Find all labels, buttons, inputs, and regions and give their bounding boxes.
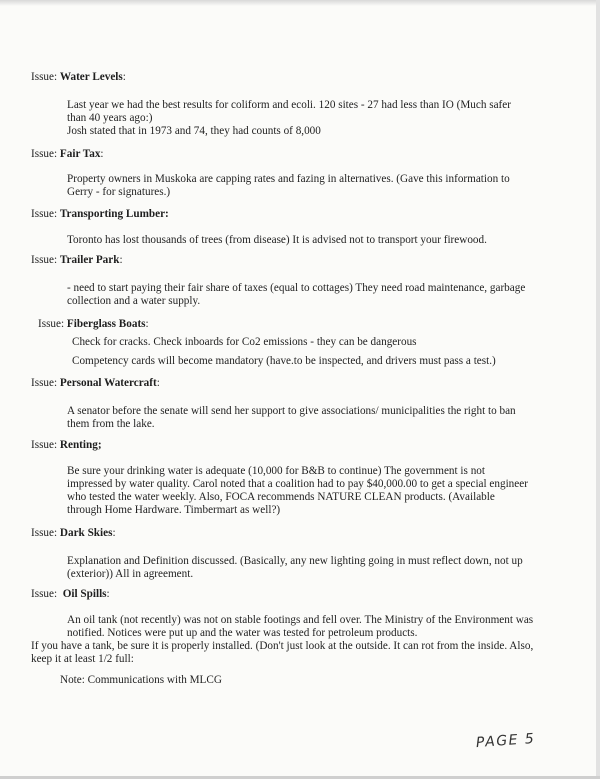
issue-text: Be sure your drinking water is adequate (10,000 for B&B to continue) The government is not: [67, 465, 485, 477]
issue-text: notified. Notices were put up and the water was tested for petroleum products.: [67, 627, 418, 639]
issue-heading-dark-skies: [31, 527, 116, 541]
issue-heading-water-levels: [31, 71, 126, 85]
issue-title: Renting;: [59, 439, 102, 451]
issue-text: impressed by water quality. Carol noted that a coalition had to pay $40,000.00 to get a special engineer: [67, 478, 528, 490]
issue-text: A senator before the senate will send her support to give associations/ municipalities the right to ban: [67, 405, 516, 417]
issue-heading-fair-tax: [31, 148, 104, 162]
issue-title: Dark Skies: [59, 527, 113, 539]
issue-prefix: Issue:: [31, 71, 58, 83]
issue-prefix: Issue:: [31, 208, 58, 220]
issue-heading-trailer-park: [31, 254, 123, 268]
issue-text: collection and a water supply.: [67, 295, 201, 307]
issue-text: Josh stated that in 1973 and 74, they had counts of 8,000: [67, 125, 321, 137]
issue-title-separator: :: [156, 377, 160, 389]
issue-text: Toronto has lost thousands of trees (from disease) It is advised not to transport your firewood.: [67, 234, 487, 246]
issue-prefix: Issue:: [31, 254, 58, 266]
issue-heading-oil-spills: [31, 588, 110, 602]
issue-text: (exterior)) All in agreement.: [67, 568, 194, 580]
issue-title-separator: :: [112, 527, 116, 539]
issue-heading-renting: [31, 439, 102, 453]
issue-prefix: Issue:: [31, 148, 58, 160]
issue-text: than 40 years ago:): [67, 112, 153, 124]
issue-text: through Home Hardware. Timbermart as well?): [67, 504, 281, 516]
issue-prefix: Issue:: [31, 439, 58, 451]
note-line: Note: Communications with MLCG: [60, 674, 222, 686]
issue-title: Fair Tax: [59, 148, 101, 160]
issue-heading-fiberglass-boats: [38, 318, 149, 332]
issue-text: Check for cracks. Check inboards for Co2 emissions - they can be dangerous: [72, 336, 417, 348]
issue-title-separator: :: [106, 588, 110, 600]
issue-text: Last year we had the best results for coliform and ecoli. 120 sites - 27 had less than IO (Much safer: [67, 99, 511, 111]
issue-title: Personal Watercraft: [59, 377, 157, 389]
issue-text: Gerry - for signatures.): [67, 186, 171, 198]
issue-title-separator: :: [145, 318, 149, 330]
issue-text: Competency cards will become mandatory (have.to be inspected, and drivers must pass a test.): [72, 355, 496, 367]
issue-title: Transporting Lumber:: [59, 208, 169, 220]
issue-prefix: Issue:: [31, 377, 58, 389]
issue-text: An oil tank (not recently) was not on stable footings and fell over. The Ministry of the Environment was: [67, 614, 534, 626]
issue-title-separator: :: [100, 148, 104, 160]
issue-text: If you have a tank, be sure it is properly installed. (Don't just look at the outside. It can rot from the inside. Also,: [31, 640, 534, 652]
issue-title: Oil Spills: [62, 588, 107, 600]
scan-edge-right: [596, 0, 600, 779]
scan-edge-top: [0, 0, 600, 6]
issue-text: who tested the water weekly. Also, FOCA recommends NATURE CLEAN products. (Available: [67, 491, 495, 503]
issue-text: keep it at least 1/2 full:: [31, 653, 134, 665]
issue-title: Water Levels: [59, 71, 123, 83]
issue-title-separator: :: [119, 254, 123, 266]
issue-heading-transporting-lumber: [31, 208, 169, 222]
issue-text: Property owners in Muskoka are capping rates and fazing in alternatives. (Gave this information to: [67, 173, 510, 185]
issue-text: Explanation and Definition discussed. (Basically, any new lighting going in must reflect down, not up: [67, 555, 523, 567]
issue-title: Fiberglass Boats: [66, 318, 146, 330]
issue-prefix: Issue:: [38, 318, 65, 330]
issue-prefix: Issue:: [31, 588, 58, 600]
issue-title-separator: :: [122, 71, 126, 83]
page-number-handwritten: PAGE 5: [475, 730, 536, 752]
issue-prefix: Issue:: [31, 527, 58, 539]
issue-heading-personal-watercraft: [31, 377, 160, 391]
issue-text: - need to start paying their fair share of taxes (equal to cottages) They need road maintenance, garbage: [67, 282, 526, 294]
issue-title: Trailer Park: [59, 254, 120, 266]
issue-text: them from the lake.: [67, 418, 155, 430]
